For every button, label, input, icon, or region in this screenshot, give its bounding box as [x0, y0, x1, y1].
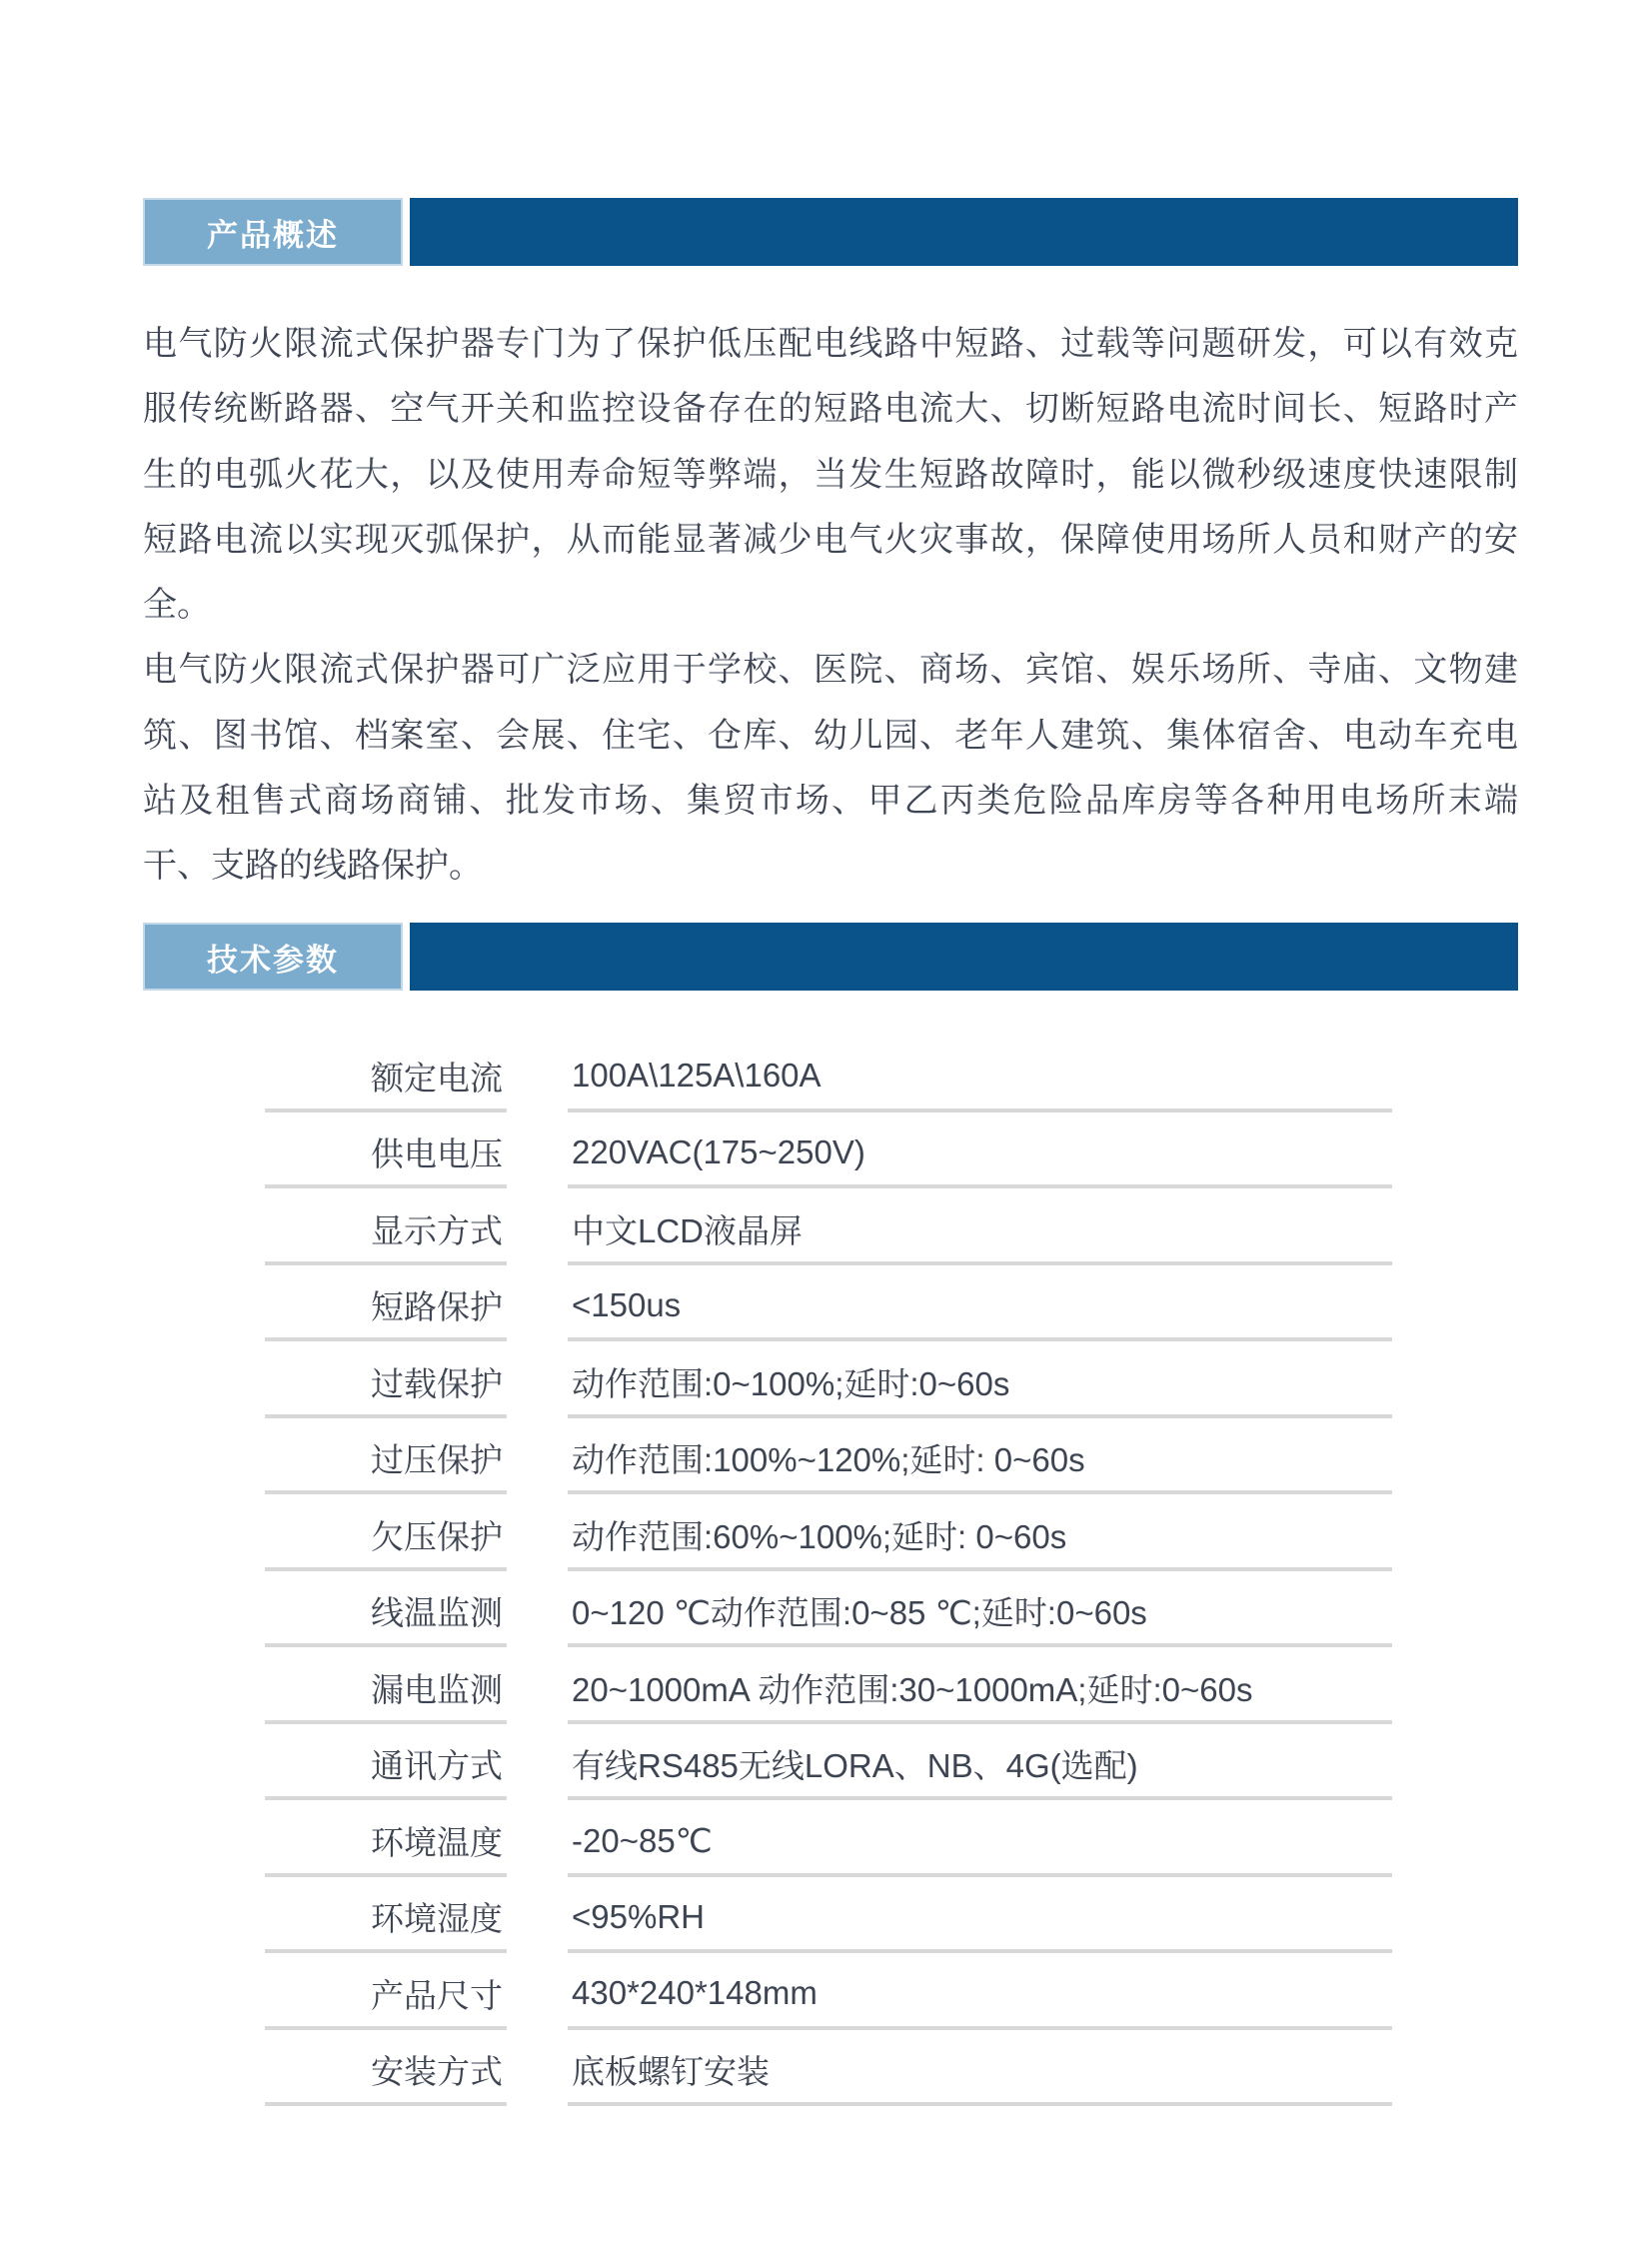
overview-text-line: 生的电弧火花大，以及使用寿命短等弊端，当发生短路故障时，能以微秒级速度快速限制: [143, 455, 1518, 494]
spec-value: 20~1000mA 动作范围:30~1000mA;延时:0~60s: [568, 1647, 1392, 1724]
spec-row: [265, 1494, 1392, 1571]
spec-value: 底板螺钉安装: [568, 2030, 1392, 2107]
spec-column-gap: [507, 1724, 568, 1801]
spec-column-gap: [507, 1953, 568, 2030]
spec-label: 环境温度: [265, 1800, 507, 1877]
spec-row: [265, 1418, 1392, 1495]
specs-table: [265, 1036, 1392, 2106]
spec-row: [265, 1341, 1392, 1418]
spec-value: 430*240*148mm: [568, 1953, 1392, 2030]
spec-label: 产品尺寸: [265, 1953, 507, 2030]
spec-column-gap: [507, 1341, 568, 1418]
overview-heading-tab: 产品概述: [143, 198, 403, 266]
specs-heading-bar: [410, 923, 1518, 991]
overview-text-line: 电气防火限流式保护器专门为了保护低压配电线路中短路、过载等问题研发，可以有效克: [143, 325, 1518, 363]
spec-row: [265, 1188, 1392, 1265]
spec-column-gap: [507, 1113, 568, 1189]
overview-text: [143, 312, 1518, 900]
spec-value: 有线RS485无线LORA、NB、4G(选配): [568, 1724, 1392, 1801]
spec-row: [265, 1113, 1392, 1189]
spec-value: 动作范围:60%~100%;延时: 0~60s: [568, 1494, 1392, 1571]
spec-row: [265, 1877, 1392, 1954]
overview-heading-bar: [410, 198, 1518, 266]
spec-row: [265, 1265, 1392, 1342]
spec-value: 0~120 ℃动作范围:0~85 ℃;延时:0~60s: [568, 1571, 1392, 1648]
spec-label: 短路保护: [265, 1265, 507, 1342]
spec-row: [265, 1036, 1392, 1113]
overview-text-line: 筑、图书馆、档案室、会展、住宅、仓库、幼儿园、老年人建筑、集体宿舍、电动车充电: [143, 716, 1518, 755]
spec-label: 安装方式: [265, 2030, 507, 2107]
overview-text-line: 短路电流以实现灭弧保护，从而能显著减少电气火灾事故，保障使用场所人员和财产的安: [143, 520, 1518, 559]
spec-value: 220VAC(175~250V): [568, 1113, 1392, 1189]
spec-value: 中文LCD液晶屏: [568, 1188, 1392, 1265]
spec-column-gap: [507, 1418, 568, 1495]
spec-value: <95%RH: [568, 1877, 1392, 1954]
spec-label: 欠压保护: [265, 1494, 507, 1571]
overview-text-line: 全。: [143, 586, 211, 625]
spec-column-gap: [507, 1494, 568, 1571]
spec-column-gap: [507, 1036, 568, 1113]
overview-text-line: 电气防火限流式保护器可广泛应用于学校、医院、商场、宾馆、娱乐场所、寺庙、文物建: [143, 651, 1518, 690]
spec-column-gap: [507, 1571, 568, 1648]
spec-label: 额定电流: [265, 1036, 507, 1113]
spec-column-gap: [507, 1265, 568, 1342]
heading-tab-gap: [403, 923, 410, 991]
spec-column-gap: [507, 2030, 568, 2107]
spec-label: 供电电压: [265, 1113, 507, 1189]
spec-value: 动作范围:100%~120%;延时: 0~60s: [568, 1418, 1392, 1495]
spec-row: [265, 1953, 1392, 2030]
overview-section-header: [143, 198, 1518, 266]
spec-label: 过压保护: [265, 1418, 507, 1495]
spec-column-gap: [507, 1647, 568, 1724]
spec-column-gap: [507, 1800, 568, 1877]
spec-value: 100A\125A\160A: [568, 1036, 1392, 1113]
spec-label: 通讯方式: [265, 1724, 507, 1801]
specs-section-header: [143, 923, 1518, 991]
spec-label: 显示方式: [265, 1188, 507, 1265]
spec-value: -20~85℃: [568, 1800, 1392, 1877]
spec-label: 线温监测: [265, 1571, 507, 1648]
overview-text-line: 干、支路的线路保护。: [143, 847, 483, 886]
spec-column-gap: [507, 1877, 568, 1954]
spec-value: <150us: [568, 1265, 1392, 1342]
spec-label: 环境湿度: [265, 1877, 507, 1954]
spec-row: [265, 1724, 1392, 1801]
spec-label: 过载保护: [265, 1341, 507, 1418]
spec-row: [265, 1647, 1392, 1724]
overview-text-line: 服传统断路器、空气开关和监控设备存在的短路电流大、切断短路电流时间长、短路时产: [143, 390, 1518, 429]
specs-heading-tab: 技术参数: [143, 923, 403, 991]
spec-value: 动作范围:0~100%;延时:0~60s: [568, 1341, 1392, 1418]
spec-column-gap: [507, 1188, 568, 1265]
heading-tab-gap: [403, 198, 410, 266]
spec-label: 漏电监测: [265, 1647, 507, 1724]
spec-row: [265, 1571, 1392, 1648]
spec-row: [265, 1800, 1392, 1877]
overview-text-line: 站及租售式商场商铺、批发市场、集贸市场、甲乙丙类危险品库房等各种用电场所末端: [143, 782, 1518, 821]
spec-row: [265, 2030, 1392, 2107]
